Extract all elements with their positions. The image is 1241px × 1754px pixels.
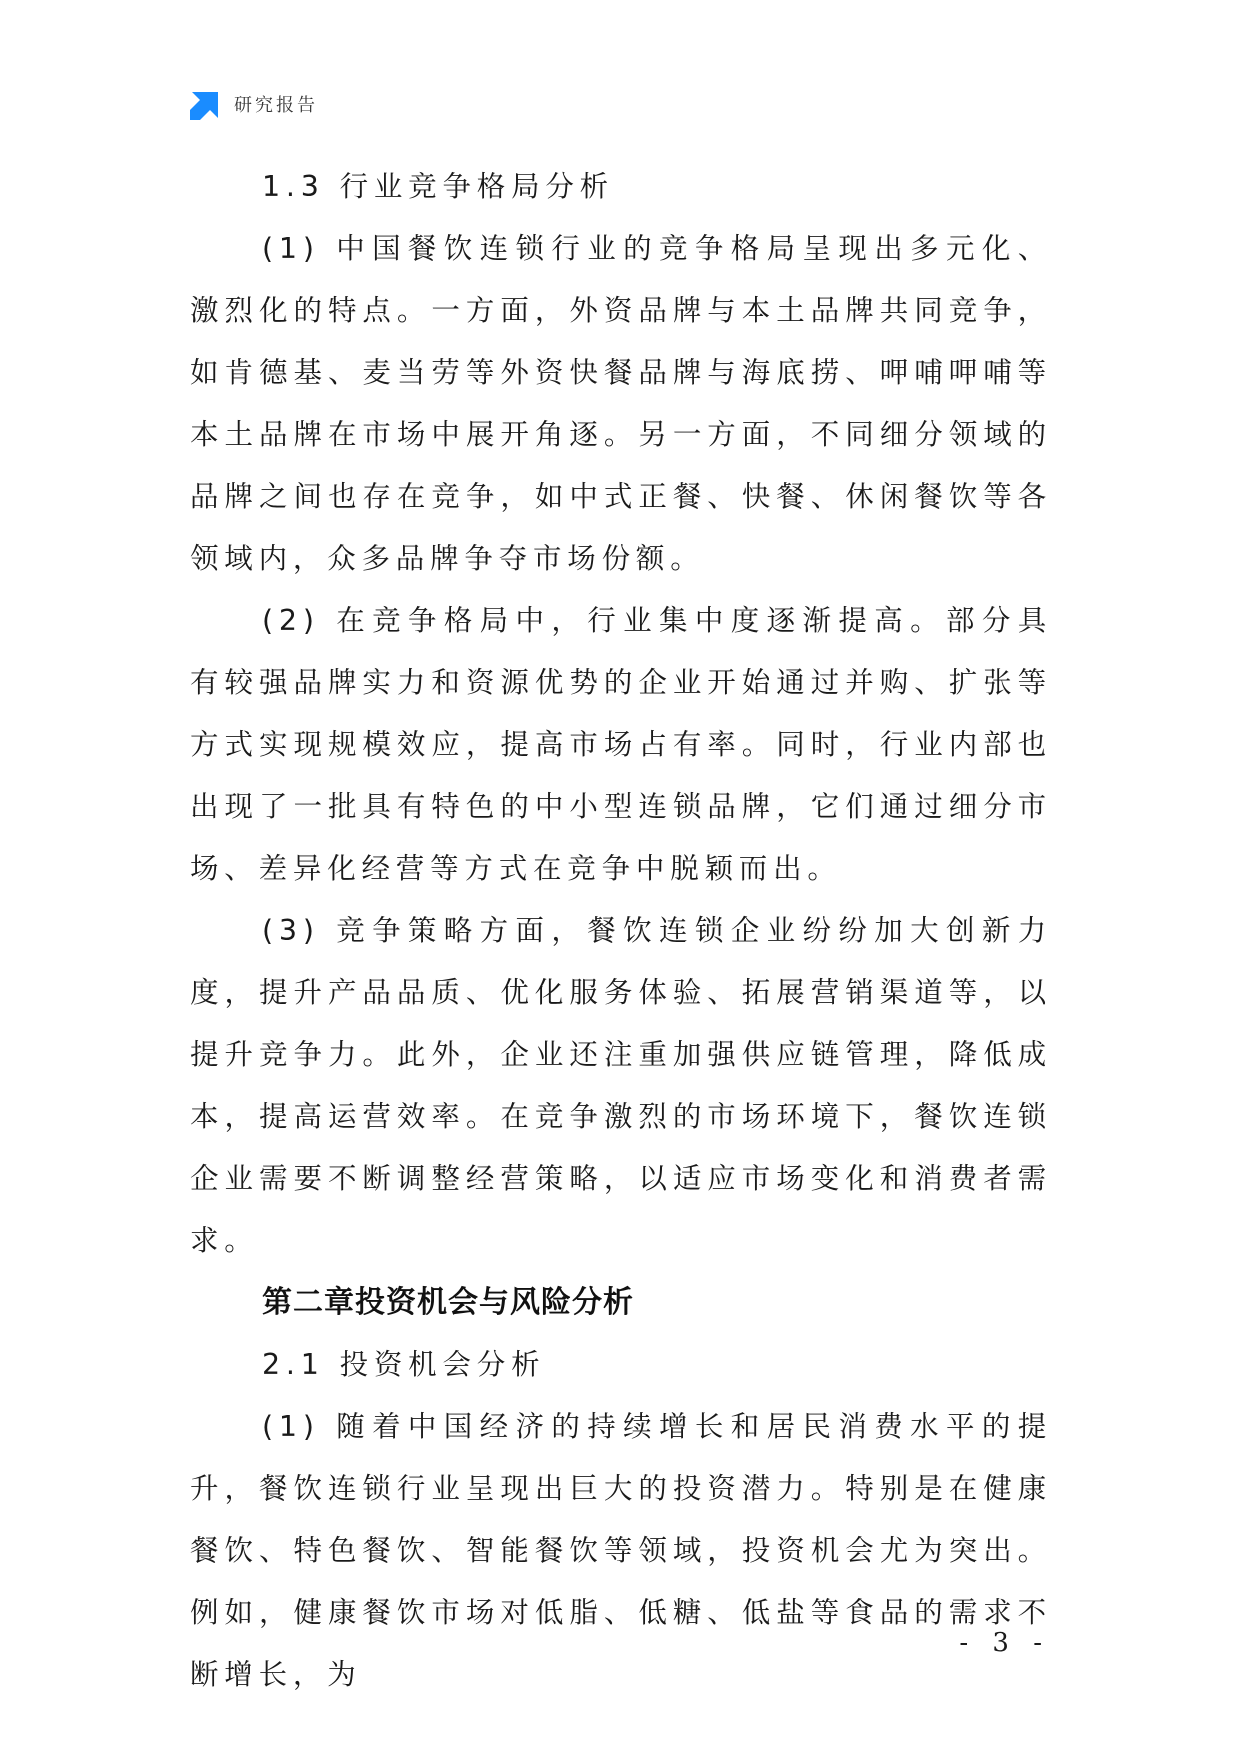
report-header [190,88,318,120]
arrow-up-right-icon [190,88,222,120]
section-heading-1-3: 1.3 行业竞争格局分析 [262,170,614,203]
header-title: 研究报告 [234,95,318,116]
paragraph-1-3-2: (2) 在竞争格局中，行业集中度逐渐提高。部分具有较强品牌实力和资源优势的企业开始通过并购、扩张等方式实现规模效应，提高市场占有率。同时，行业内部也出现了一批具有特色的中小型连锁品牌，它们通过细分市场、差异化经营等方式在竞争中脱颖而出。 [190,604,1052,885]
paragraph-1-3-1: (1) 中国餐饮连锁行业的竞争格局呈现出多元化、激烈化的特点。一方面，外资品牌与本土品牌共同竞争，如肯德基、麦当劳等外资快餐品牌与海底捞、呷哺呷哺等本土品牌在市场中展开角逐。另一方面，不同细分领域的品牌之间也存在竞争，如中式正餐、快餐、休闲餐饮等各领域内，众多品牌争夺市场份额。 [190,232,1052,575]
page-number: - 3 - [959,1628,1050,1658]
paragraph-2-1-1: (1) 随着中国经济的持续增长和居民消费水平的提升，餐饮连锁行业呈现出巨大的投资潜力。特别是在健康餐饮、特色餐饮、智能餐饮等领域，投资机会尤为突出。例如，健康餐饮市场对低脂、低糖、低盐等食品的需求不断增长，为 [190,1410,1052,1691]
document-body [190,156,1052,1706]
paragraph-1-3-3: (3) 竞争策略方面，餐饮连锁企业纷纷加大创新力度，提升产品品质、优化服务体验、拓展营销渠道等，以提升竞争力。此外，企业还注重加强供应链管理，降低成本，提高运营效率。在竞争激烈的市场环境下，餐饮连锁企业需要不断调整经营策略，以适应市场变化和消费者需求。 [190,914,1052,1257]
chapter-heading-2: 第二章投资机会与风险分析 [262,1285,634,1320]
section-heading-2-1: 2.1 投资机会分析 [262,1348,546,1381]
